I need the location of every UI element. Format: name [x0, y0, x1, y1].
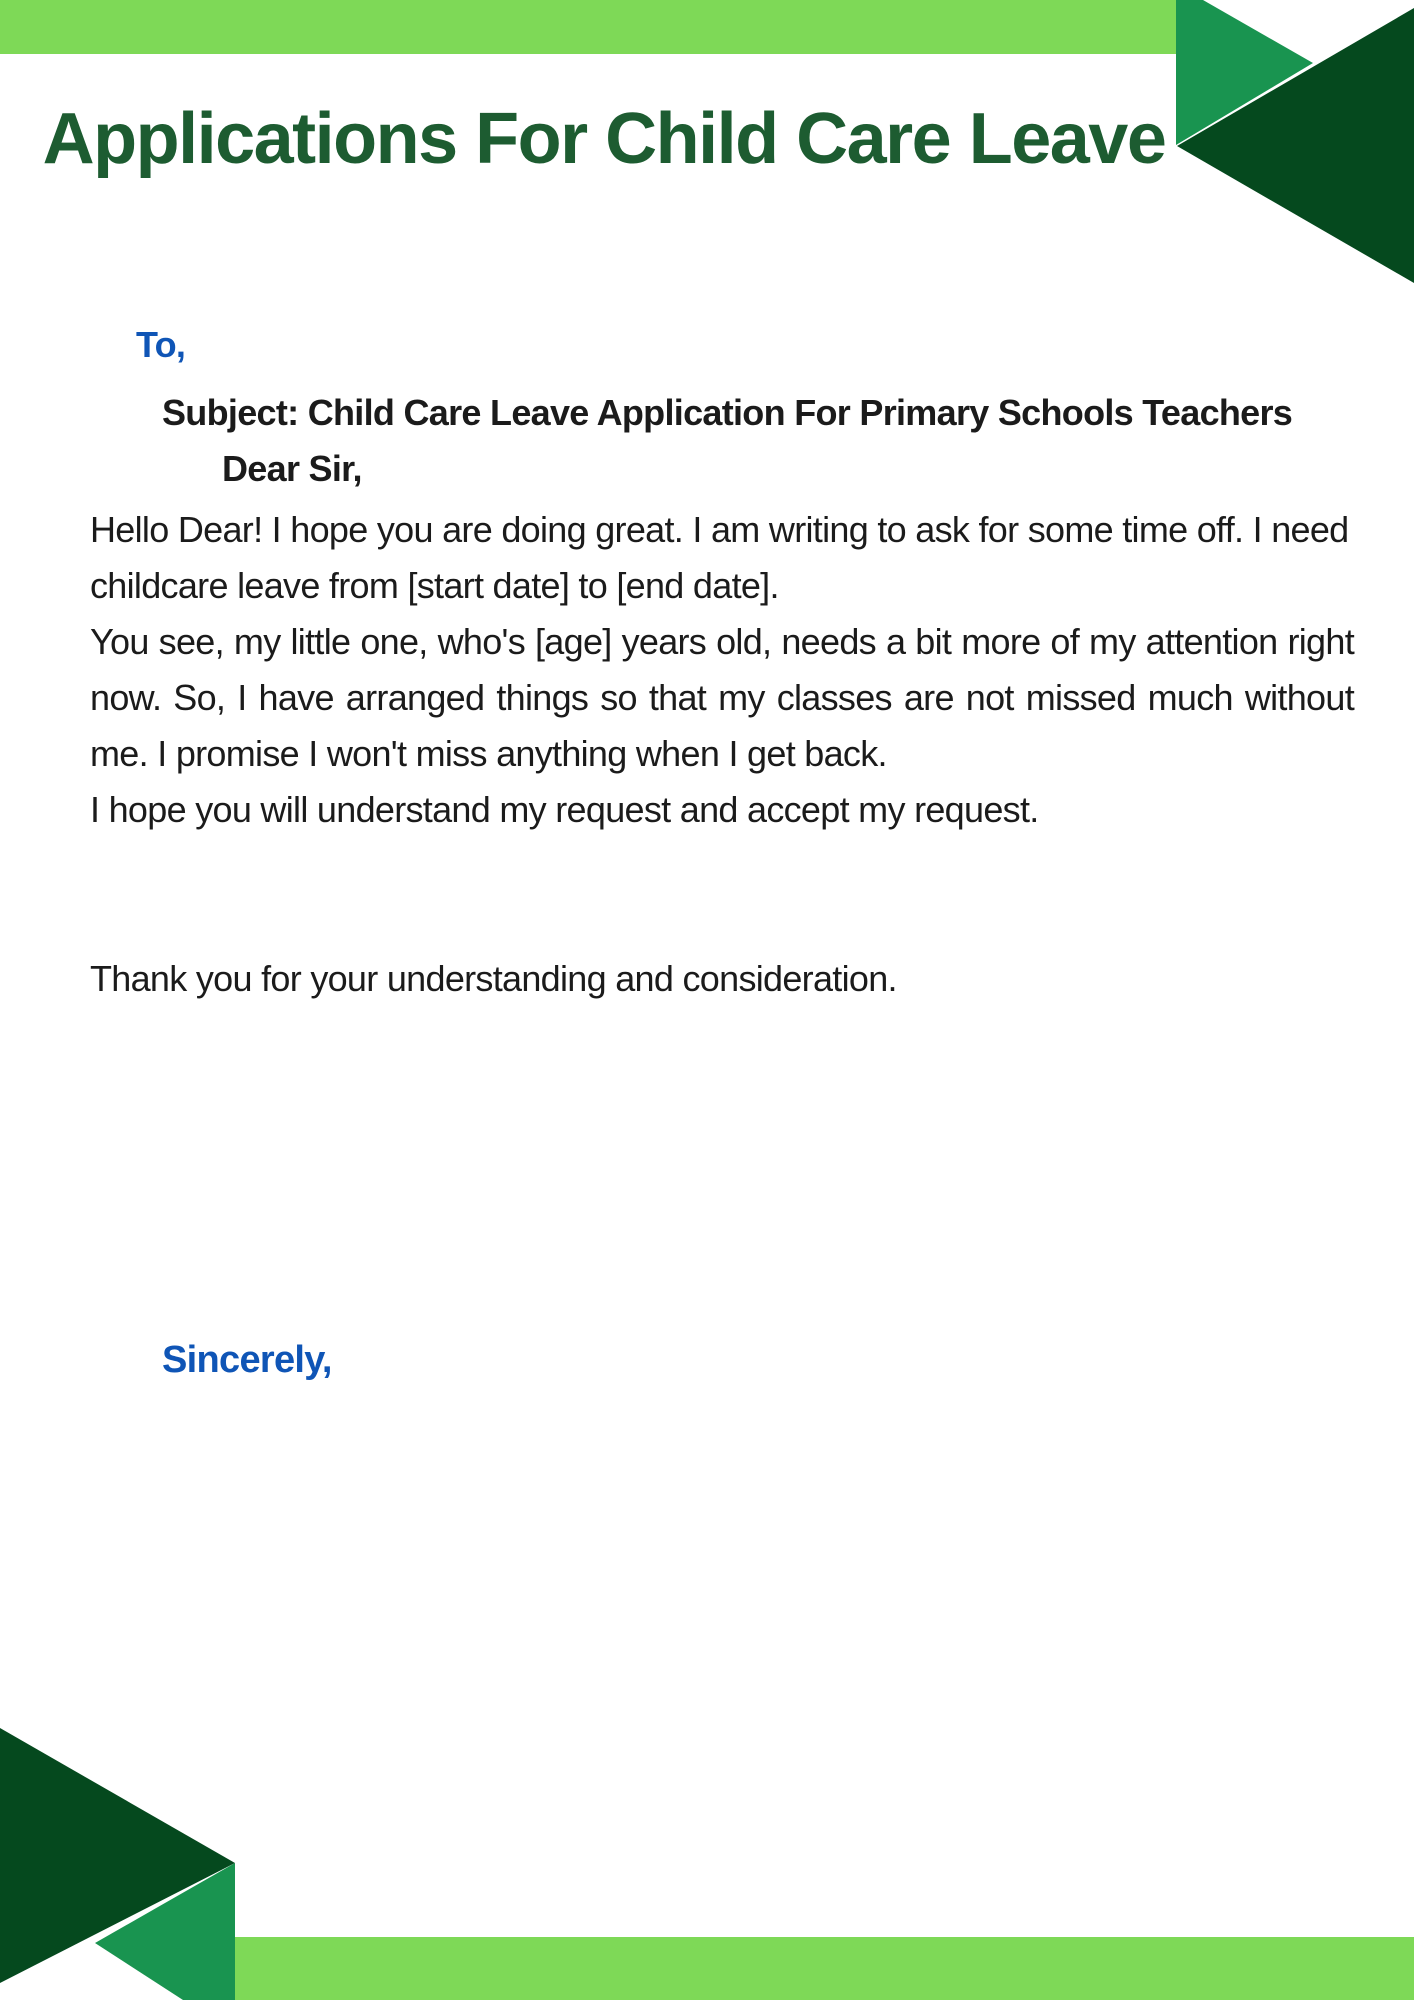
letter-body	[90, 322, 1354, 1384]
top-green-bar	[0, 0, 1176, 54]
body-paragraph-3: I hope you will understand my request and accept my request.	[90, 789, 1039, 830]
bottom-green-bar	[235, 1937, 1414, 2000]
body-paragraph-1: Hello Dear! I hope you are doing great. I am writing to ask for some time off. I need childcare leave from [start date] to [end date].	[90, 509, 1349, 606]
body-paragraph-2: You see, my little one, who's [age] years old, needs a bit more of my attention right now. So, I have arranged things so that my classes are not missed much without me. I promise I won't miss anything when I get back.	[90, 621, 1354, 774]
salutation: Dear Sir,	[222, 448, 362, 489]
corner-decoration-bottom-left	[0, 1728, 235, 2000]
corner-decoration-top-right	[1176, 0, 1414, 285]
closing-thanks: Thank you for your understanding and consideration.	[90, 958, 897, 999]
page-title: Applications For Child Care Leave	[42, 99, 1166, 179]
signoff: Sincerely,	[162, 1339, 332, 1381]
to-label: To,	[136, 324, 186, 365]
subject-line: Subject: Child Care Leave Application For Primary Schools Teachers	[162, 392, 1293, 433]
